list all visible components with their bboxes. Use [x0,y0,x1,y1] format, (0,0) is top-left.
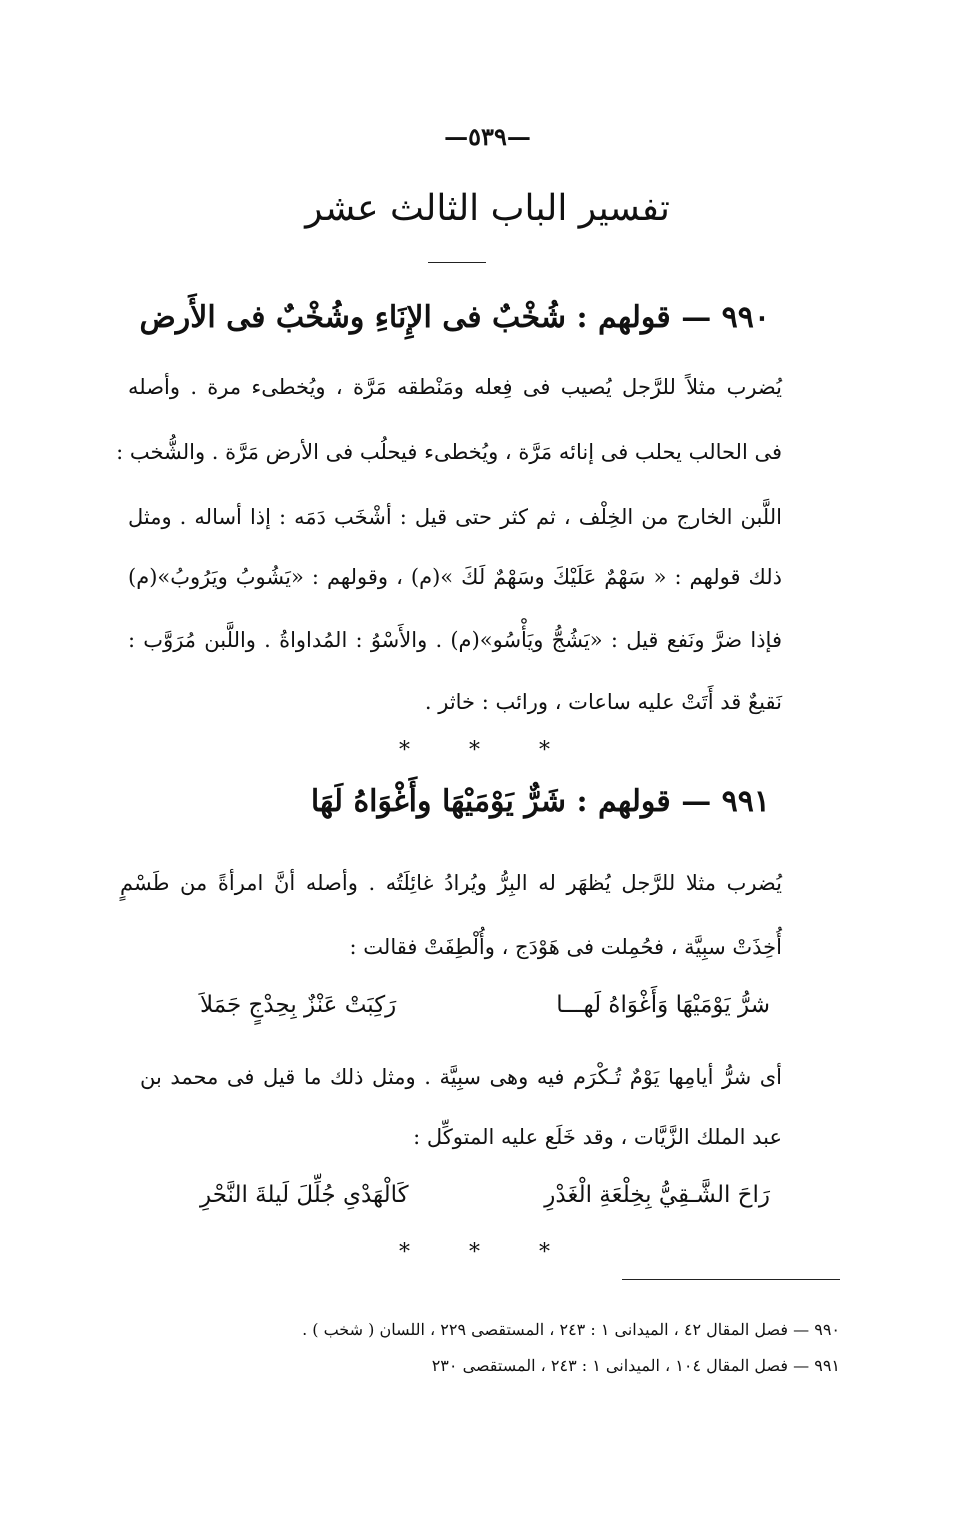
footnote-990: ٩٩٠ — فصل المقال ٤٢ ، الميدانى ١ : ٢٤٣ ، المستقصى ٢٢٩ ، اللسان ( شخب ) . [302,1320,840,1339]
section-separator-end: * * * [399,1240,576,1265]
entry-991-line-1: يُضرب مثلا للرَّجل يُظهَر له البِرُّ ويُرادُ غائِلَتُه . وأصله أنَّ امرأةً من طَسْمٍ [120,871,782,895]
entry-990-line-6: نَقيعٌ قد أَتَتْ عليه ساعات ، ورائب : خاثر . [424,690,782,714]
entry-990-number: ٩٩٠ [721,300,770,335]
footnote-991: ٩٩١ — فصل المقال ١٠٤ ، الميدانى ١ : ٢٤٣ ، المستقصى ٢٣٠ [431,1356,840,1375]
entry-991-line-3: أى شرُّ أيامِها يَوْمٌ تُـكْرَم فيه وهى سبِيَّة . ومثل ذلك ما قيل فى محمد بن [140,1065,782,1089]
entry-991-heading [120,784,770,819]
entry-991-title: — قولهم : شَرٌّ يَوْمَيْهَا وأَغْوَاهُ لَهَا [310,784,712,819]
chapter-title: تفسير الباب الثالث عشر [305,188,670,229]
verse-2-second-hemistich: كَالْهَدْىِ جُلِّلَ لَيلةَ النَّحْرِ [200,1182,409,1208]
entry-991-line-2: أُخِذَتْ سبِيَّة ، فحُمِلت فى هَوْدَج ، وأُلْطِفَتْ فقالت : [349,935,782,959]
footnote-divider [622,1279,840,1280]
entry-991-number: ٩٩١ [721,784,770,819]
entry-991-line-4: عبد الملك الزَّيَّات ، وقد خَلَع عليه المتوكِّل : [413,1125,782,1149]
entry-990-line-5: فإذا ضرَّ ونَفع قيل : «يَشُجُّ ويَأْسُو»(م) . والأَسْوُ : المُداواةُ . واللَّبن مُرَوَّب : [128,628,782,652]
entry-990-heading [120,300,770,335]
entry-990-line-3: اللَّبن الخارج من الخِلْف ، ثم كثر حتى قيل : أشْخَب دَمَه : إذا أساله . ومثل [128,505,782,529]
entry-990-title: — قولهم : شُخْبٌ فى الإِنَاءِ وشُخْبٌ فى الأَرض [139,300,712,335]
section-separator: * * * [399,738,576,763]
entry-990-line-1: يُضرب مثلاً للرَّجل يُصيب فى فِعله ومَنْطقه مَرَّة ، ويُخطىء مرة . وأصله [128,375,782,399]
verse-1 [200,992,770,1018]
verse-2 [200,1182,770,1208]
entry-990-line-4: ذلك قولهم : « سَهْمٌ عَلَيْكَ وسَهْمٌ لَكَ »(م) ، وقولهم : «يَشُوبُ ويَرُوبُ»(م) [128,565,782,589]
entry-990-line-2: فى الحالب يحلب فى إنائه مَرَّة ، ويُخطىء فيحلُب فى الأرض مَرَّة . والشُّخب : [116,440,782,464]
page-number: —٥٣٩— [444,122,531,151]
verse-2-first-hemistich: رَاحَ الشَّـقِيُّ بِخِلْعَةِ الْغَدْرِ [544,1182,770,1208]
title-divider [428,262,486,263]
verse-1-second-hemistich: رَكِبَتْ عَنْزٌ بِحِدْجٍ جَمَلاَ [200,992,397,1018]
verse-1-first-hemistich: شرُّ يَوْمَيْهَا وَأَغْوَاهُ لَهـــا [556,992,770,1018]
